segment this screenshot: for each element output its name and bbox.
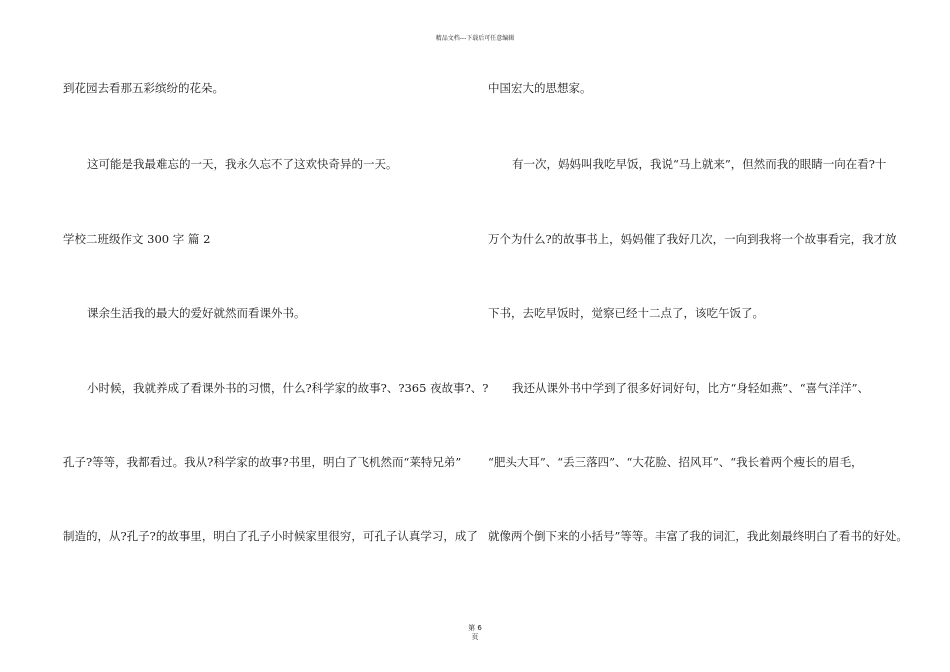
right-paragraph-line: 万个为什么?的故事书上，妈妈催了我好几次，一向到我将一个故事看完，我才放 [488, 232, 897, 246]
left-paragraph-line: 这可能是我最难忘的一天，我永久忘不了这欢快奇异的一天。 [87, 157, 398, 171]
section-title: 学校二班级作文 300 字 篇 2 [63, 232, 211, 246]
right-paragraph-line: 中国宏大的思想家。 [488, 81, 592, 95]
right-paragraph-line: “肥头大耳”、“丢三落四”、“大花脸、招风耳”、“我长着两个瘦长的眉毛， [488, 455, 863, 469]
left-paragraph-line: 课余生活我的最大的爱好就然而看课外书。 [87, 306, 306, 320]
left-paragraph-line: 到花园去看那五彩缤纷的花朵。 [63, 81, 224, 95]
page-number-bottom: 页 [471, 633, 479, 641]
left-paragraph-line: 制造的，从?孔子?的故事里，明白了孔子小时候家里很穷，可孔子认真学习，成了 [63, 529, 478, 543]
page-number-top: 第 6 [468, 624, 482, 632]
right-paragraph-line: 下书，去吃早饭时，觉察已经十二点了，该吃午饭了。 [488, 306, 764, 320]
right-paragraph-line: 我还从课外书中学到了很多好词好句，比方“身轻如燕”、“喜气洋洋”、 [512, 381, 870, 395]
page-header: 精品文档---下载后可任意编辑 [435, 35, 515, 42]
left-paragraph-line: 小时候，我就养成了看课外书的习惯，什么?科学家的故事?、?365 夜故事?、? [87, 381, 489, 395]
right-paragraph-line: 就像两个倒下来的小括号”等等。丰富了我的词汇，我此刻最终明白了看书的好处。 [488, 529, 908, 543]
right-paragraph-line: 有一次，妈妈叫我吃早饭，我说“马上就来”，但然而我的眼睛一向在看?十 [512, 157, 887, 171]
left-paragraph-line: 孔子?等等，我都看过。我从?科学家的故事?书里，明白了飞机然而“莱特兄弟” [63, 455, 462, 469]
page-number [0, 624, 950, 642]
